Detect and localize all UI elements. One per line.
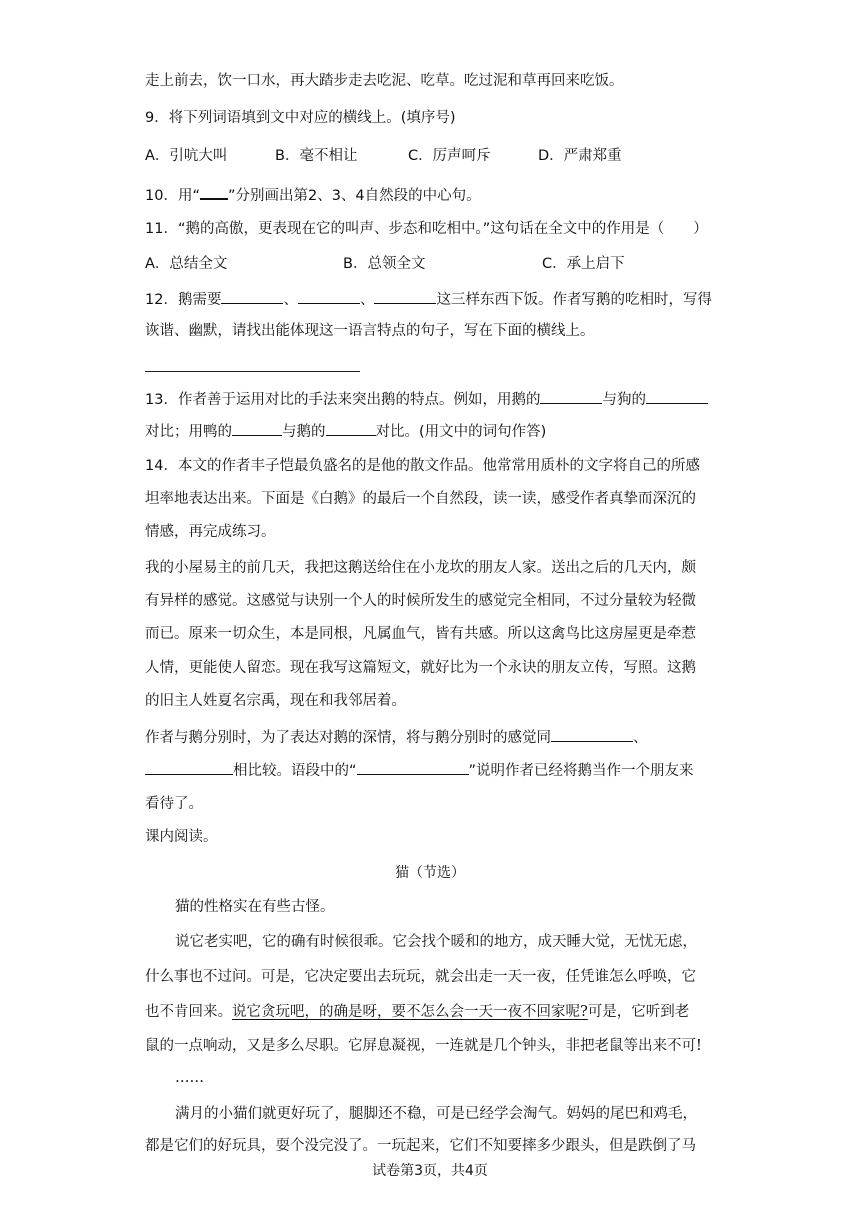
underlined-sentence: 说它贪玩吧，的确是呀，要不怎么会一天一夜不回家呢? xyxy=(232,1004,588,1020)
passage-line: 我的小屋易主的前几天，我把这鹅送给住在小龙坎的朋友人家。送出之后的几天内，颇 xyxy=(145,560,696,576)
question-12-cont: 诙谐、幽默，请找出能体现这一语言特点的句子，写在下面的横线上。 xyxy=(145,323,595,339)
answer-blank[interactable] xyxy=(145,760,233,775)
q11-option-c: C．承上启下 xyxy=(542,256,625,272)
question-14-cont: 情感，再完成练习。 xyxy=(145,524,276,540)
q11-option-b: B．总领全文 xyxy=(343,256,426,272)
cat-passage-line: 说它老实吧，它的确有时候很乖。它会找个暖和的地方，成天睡大觉，无忧无虑， xyxy=(175,934,697,950)
question-14-cont: 坦率地表达出来。下面是《白鹅》的最后一个自然段，读一读，感受作者真挚而深沉的 xyxy=(145,491,696,507)
answer-blank[interactable] xyxy=(357,760,469,775)
answer-blank[interactable] xyxy=(551,727,633,742)
cat-passage-line: 鼠的一点响动，又是多么尽职。它屏息凝视，一连就是几个钟头，非把老鼠等出来不可! xyxy=(145,1038,702,1054)
q9-option-a: A．引吭大叫 xyxy=(145,148,228,164)
passage-title: 猫（节选） xyxy=(395,865,465,881)
answer-blank[interactable] xyxy=(326,421,376,436)
q9-option-c: C．厉声呵斥 xyxy=(408,148,491,164)
q9-option-b: B．毫不相让 xyxy=(275,148,358,164)
answer-blank[interactable] xyxy=(221,289,283,304)
cat-passage-line: 什么事也不过问。可是，它决定要出去玩玩，就会出走一天一夜，任凭谁怎么呼唤，它 xyxy=(145,969,696,985)
q11-option-a: A．总结全文 xyxy=(145,256,228,272)
section-heading: 课内阅读。 xyxy=(145,829,218,845)
answer-blank[interactable] xyxy=(540,389,602,404)
question-14-q-end: 看待了。 xyxy=(145,796,203,812)
question-14-q: 作者与鹅分别时，为了表达对鹅的深情，将与鹅分别时的感觉同 、 xyxy=(145,727,725,748)
question-10: 10．用“ ”分别画出第2、3、4自然段的中心句。 xyxy=(145,184,725,206)
cat-passage-line: 猫的性格实在有些古怪。 xyxy=(175,899,335,915)
text-line: 走上前去，饮一口水，再大踏步走去吃泥、吃草。吃过泥和草再回来吃饭。 xyxy=(145,73,624,89)
underline-sample xyxy=(200,184,228,200)
cat-passage-line: 也不肯回来。说它贪玩吧，的确是呀，要不怎么会一天一夜不回家呢?可是，它听到老 xyxy=(145,1004,690,1020)
question-14: 14．本文的作者丰子恺最负盛名的是他的散文作品。他常常用质朴的文字将自己的所感 xyxy=(145,458,700,474)
answer-blank[interactable] xyxy=(298,289,360,304)
cat-passage-line: 都是它们的好玩具，耍个没完没了。一玩起来，它们不知要摔多少跟头，但是跌倒了马 xyxy=(145,1138,696,1154)
ellipsis: …… xyxy=(175,1070,204,1086)
question-12: 12．鹅需要 、 、 这三样东西下饭。作者写鹅的吃相时，写得 xyxy=(145,289,725,310)
answer-blank[interactable] xyxy=(374,289,436,304)
q9-option-d: D．严肃郑重 xyxy=(538,148,622,164)
answer-blank[interactable] xyxy=(646,389,708,404)
question-13-cont: 对比；用鸭的 与鹅的 对比。(用文中的词句作答) xyxy=(145,421,725,442)
answer-line[interactable] xyxy=(145,371,360,372)
answer-blank[interactable] xyxy=(232,421,282,436)
passage-line: 有异样的感觉。这感觉与诀别一个人的时候所发生的感觉完全相同，不过分量较为轻微 xyxy=(145,593,696,609)
question-9: 9．将下列词语填到文中对应的横线上。(填序号) xyxy=(145,110,456,126)
passage-line: 的旧主人姓夏名宗禹，现在和我邻居着。 xyxy=(145,693,406,709)
question-14-q-cont: 相比较。语段中的“ ”说明作者已经将鹅当作一个朋友来 xyxy=(145,760,725,781)
cat-passage-line: 满月的小猫们就更好玩了，腿脚还不稳，可是已经学会淘气。妈妈的尾巴和鸡毛， xyxy=(175,1106,697,1122)
question-11: 11．“鹅的高傲，更表现在它的叫声、步态和吃相中。”这句话在全文中的作用是（ ） xyxy=(145,221,708,237)
passage-line: 人情，更能使人留恋。现在我写这篇短文，就好比为一个永诀的朋友立传，写照。这鹅 xyxy=(145,660,696,676)
question-13: 13．作者善于运用对比的手法来突出鹅的特点。例如，用鹅的 与狗的 xyxy=(145,389,725,410)
passage-line: 而已。原来一切众生，本是同根，凡属血气，皆有共感。所以这禽鸟比这房屋更是牵惹 xyxy=(145,626,696,642)
page-footer: 试卷第3页，共4页 xyxy=(372,1163,488,1179)
